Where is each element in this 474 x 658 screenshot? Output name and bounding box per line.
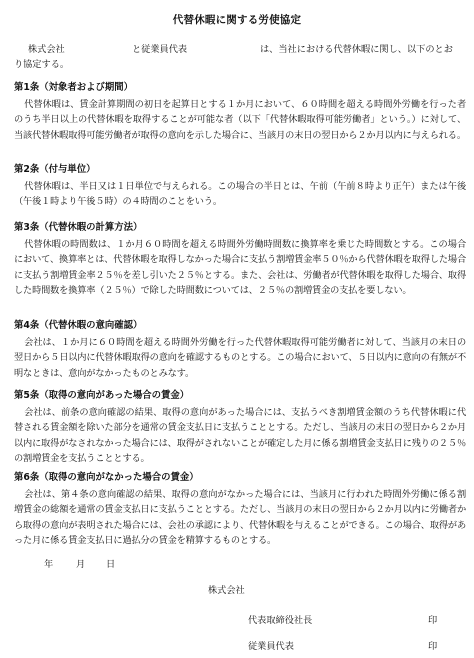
article-5-body: 会社は、前条の意向確認の結果、取得の意向があった場合には、支払うべき割増賃金額のうち代替休暇に代替される賃金額を除いた部分を通常の賃金支払日に支払うこととする。ただし、当該月の末日の翌日から２か月以内に取得がなされなかった場合には、取得がされないことが確定した月に係る割増賃金支払日に残りの２５％の割増賃金を支払うこととする。 (14, 406, 466, 465)
date-year: 年 (44, 559, 54, 570)
article-4-heading: 第4条（代替休暇の意向確認） (14, 320, 143, 331)
article-3 (14, 220, 466, 299)
article-2 (14, 162, 466, 210)
seal-mark-employee: 印 (428, 641, 438, 652)
article-1-heading: 第1条（対象者および期間） (14, 82, 134, 93)
article-2-body: 代替休暇は、半日又は１日単位で与えられる。この場合の半日とは、午前（午前８時より正午）または午後（午後１時より午後５時）の４時間のことをいう。 (14, 180, 466, 208)
seal-mark-ceo: 印 (428, 615, 438, 626)
intro-company: 株式会社 (28, 44, 65, 55)
date-day: 日 (106, 559, 116, 570)
date-month: 月 (76, 559, 86, 570)
page-title: 代替休暇に関する労使協定 (172, 14, 302, 26)
intro-text-line2: り協定する。 (14, 59, 70, 70)
article-6 (14, 470, 466, 549)
article-5 (14, 388, 466, 467)
article-6-body: 会社は、第４条の意向確認の結果、取得の意向がなかった場合には、当該月に行われた時間外労働に係る割増賃金の総額を通常の賃金支払日に支払うこととする。ただし、当該月の末日の翌日から２か月以内に労働者から取得の意向が表明された場合には、会社の承認により、代替休暇を与えることができる。この場合、取得があった月に係る賃金支払日に過払分の賃金を精算するものとする。 (14, 488, 466, 547)
article-4 (14, 318, 466, 381)
signature-employee-rep: 従業員代表 (248, 641, 294, 652)
article-1-body: 代替休暇は、賃金計算期間の初日を起算日とする１か月において、６０時間を超える時間外労働を行った者のうち半日以上の代替休暇を取得することが可能な者（以下「代替休暇取得可能労働者」という。）に対して、当該代替休暇取得可能労働者が取得の意向を示した場合に、当該月の末日の翌日から２か月以内に与えられる。 (14, 98, 466, 141)
article-3-heading: 第3条（代替休暇の計算方法） (14, 222, 143, 233)
intro-paragraph (14, 42, 466, 72)
signature-ceo: 代表取締役社長 (248, 615, 313, 626)
article-1 (14, 80, 466, 143)
article-2-heading: 第2条（付与単位） (14, 164, 96, 175)
article-5-heading: 第5条（取得の意向があった場合の賃金） (14, 390, 190, 401)
signature-company: 株式会社 (208, 585, 245, 596)
intro-rep: と従業員代表 (132, 44, 188, 55)
intro-text-line1: は、当社における代替休暇に関し、以下のとお (260, 44, 453, 55)
article-4-body: 会社は、１か月に６０時間を超える時間外労働を行った代替休暇取得可能労働者に対して、当該月の末日の翌日から５日以内に代替休暇取得の意向を確認するものとする。この場合において、５日以内に意向の有無が不明なときは、意向がなかったものとみなす。 (14, 336, 466, 379)
article-3-body: 代替休暇の時間数は、１か月６０時間を超える時間外労働時間数に換算率を乗じた時間数とする。この場合において、換算率とは、代替休暇を取得しなかった場合に支払う割増賃金率５０％から代替休暇を取得した場合に支払う割増賃金率２５％を差し引いた２５％とする。また、会社は、労働者が代替休暇を取得した場合、取得した時間数を換算率（２５％）で除した時間数については、２５％の割増賃金の支払を要しない。 (14, 238, 466, 297)
article-6-heading: 第6条（取得の意向がなかった場合の賃金） (14, 472, 199, 483)
